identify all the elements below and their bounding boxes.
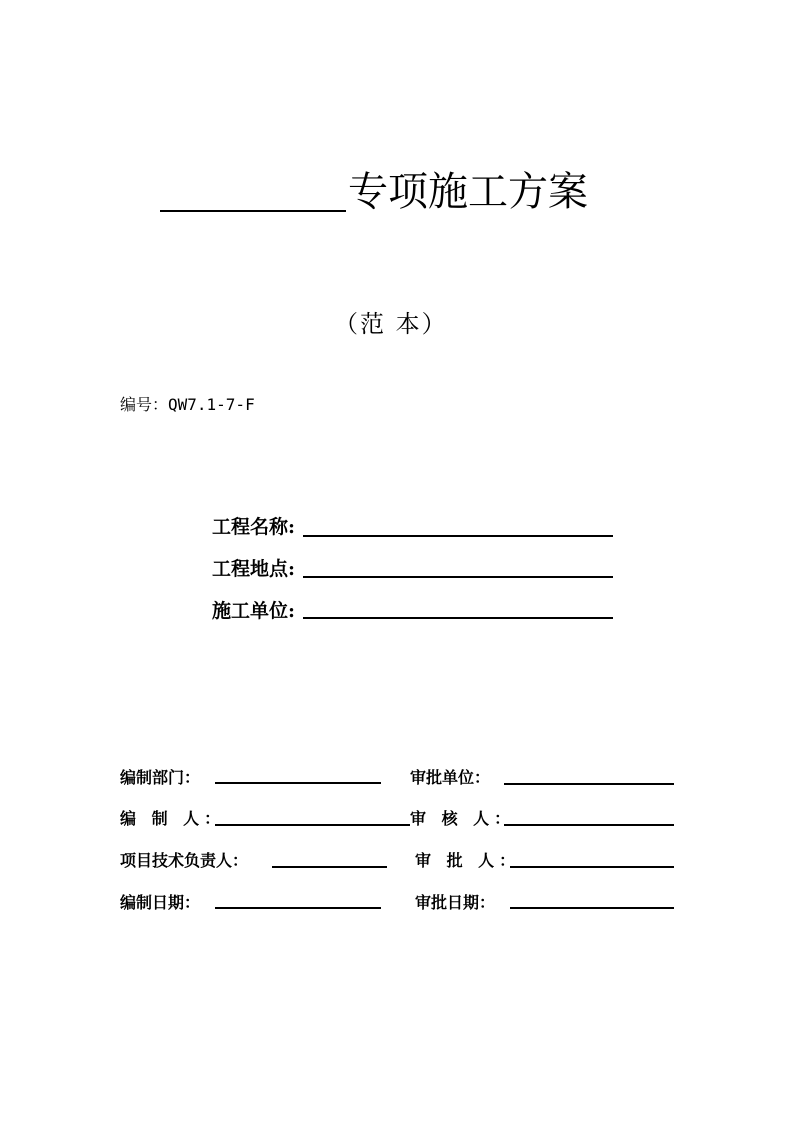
reviewer-field[interactable] (504, 824, 674, 826)
compile-date-field[interactable] (215, 907, 381, 909)
approver-field[interactable] (510, 866, 674, 868)
tech-lead-field[interactable] (272, 866, 387, 868)
approving-unit-label: 审批单位： (410, 768, 491, 787)
compiler-label: 编 制 人： (120, 809, 226, 828)
document-title: 专项施工方案 (348, 169, 588, 215)
project-name-label: 工程名称: (212, 516, 296, 538)
document-subtitle: （范 本） (334, 310, 448, 338)
approving-unit-field[interactable] (504, 783, 674, 785)
compiling-dept-label: 编制部门： (120, 768, 201, 787)
compiler-field[interactable] (215, 824, 410, 826)
document-code: 编号：QW7.1-7-F (120, 395, 255, 414)
title-blank-line (160, 210, 346, 212)
construction-unit-label: 施工单位: (212, 600, 296, 622)
approver-label: 审 批 人： (415, 851, 521, 870)
project-location-field[interactable] (303, 576, 613, 578)
compile-date-label: 编制日期： (120, 893, 201, 912)
approve-date-field[interactable] (510, 907, 674, 909)
project-location-label: 工程地点: (212, 558, 296, 580)
approve-date-label: 审批日期： (415, 893, 496, 912)
project-name-field[interactable] (303, 535, 613, 537)
compiling-dept-field[interactable] (215, 782, 381, 784)
tech-lead-label: 项目技术负责人： (120, 851, 249, 870)
reviewer-label: 审 核 人： (410, 809, 516, 828)
construction-unit-field[interactable] (303, 617, 613, 619)
